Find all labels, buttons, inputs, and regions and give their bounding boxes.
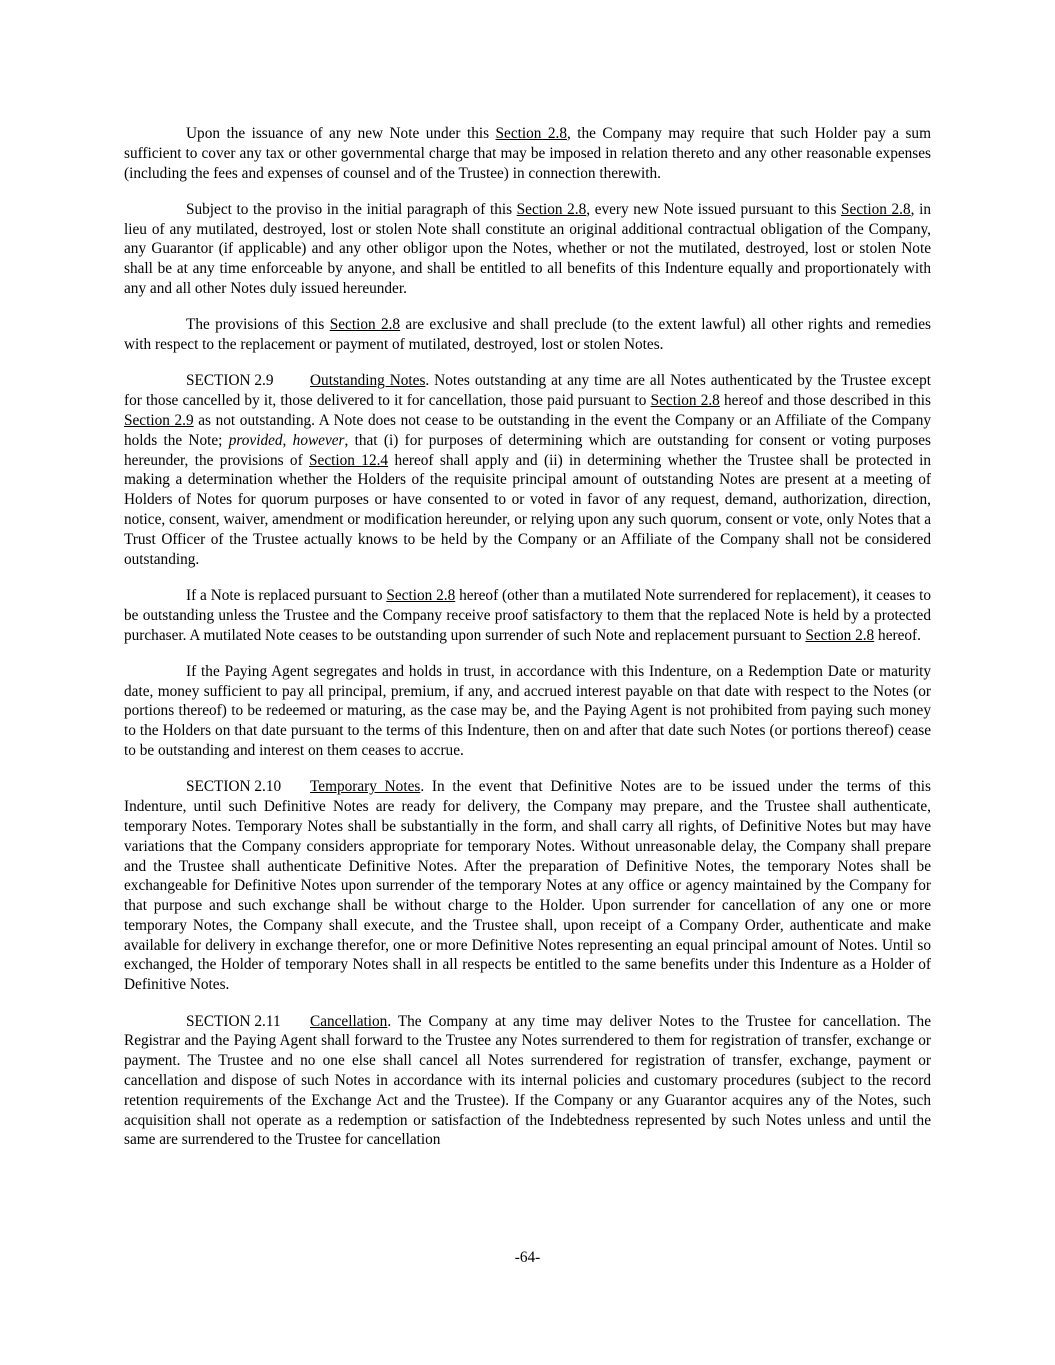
section-reference: Section 2.8 (650, 392, 720, 410)
section-2-10-temporary-notes: SECTION 2.10 Temporary Notes. In the event that Definitive Notes are to be issued under the terms of this Indenture, until such Definitive Notes are ready for delivery, the Company may prepare, and the Trustee shall authenticate, temporary Notes. Temporary Notes shall be substantially in the form, and shall carry all rights, of Definitive Notes but may have variations that the Company considers appropriate for temporary Notes. Without unreasonable delay, the Company shall prepare and the Trustee shall authenticate Definitive Notes. After the preparation of Definitive Notes, the temporary Notes shall be exchangeable for Definitive Notes upon surrender of the temporary Notes at any office or agency maintained by the Company for that purpose and such exchange shall be without charge to the Holder. Upon surrender for cancellation of any one or more temporary Notes, the Company shall execute, and the Trustee shall, upon receipt of a Company Order, authenticate and make available for delivery in exchange therefor, one or more Definitive Notes representing an equal principal amount of Notes. Until so exchanged, the Holder of temporary Notes shall in all respects be entitled to the same benefits under this Indenture as a Holder of Definitive Notes. (124, 778, 931, 994)
section-reference: Section 2.8 (329, 316, 401, 334)
section-reference: Section 2.8 (516, 200, 587, 218)
paragraph-new-note-tax: Upon the issuance of any new Note under this Section 2.8, the Company may require that such Holder pay a sum sufficient to cover any tax or other governmental charge that may be imposed in relation thereto and any other reasonable expenses (including the fees and expenses of counsel and of the Trustee) in connection therewith. (124, 125, 931, 182)
section-reference: Section 2.8 (386, 586, 456, 604)
section-reference: Section 2.9 (124, 412, 194, 430)
section-heading: Temporary Notes (310, 778, 421, 796)
paragraph-replaced-note: If a Note is replaced pursuant to Section 2.8 hereof (other than a mutilated Note surrendered for replacement), it ceases to be outstanding unless the Trustee and the Company receive proof satisfactory to them that the replaced Note is held by a protected purchaser. A mutilated Note ceases to be outstanding upon surrender of such Note and replacement pursuant to Section 2.8 hereof. (124, 586, 931, 644)
section-number: SECTION 2.9 (186, 372, 274, 390)
section-reference: Section 12.4 (309, 451, 389, 469)
paragraph-proviso: Subject to the proviso in the initial paragraph of this Section 2.8, every new Note issued pursuant to this Section 2.8, in lieu of any mutilated, destroyed, lost or stolen Note shall constitute an original additional contractual obligation of the Company, any Guarantor (if applicable) and any other obligor upon the Notes, whether or not the mutilated, destroyed, lost or stolen Note shall be at any time enforceable by anyone, and shall be entitled to all benefits of this Indenture equally and proportionately with any and all other Notes duly issued hereunder. (124, 200, 931, 298)
paragraph-exclusive-provisions: The provisions of this Section 2.8 are exclusive and shall preclude (to the extent lawful) all other rights and remedies with respect to the replacement or payment of mutilated, destroyed, lost or stolen Notes. (124, 316, 931, 354)
section-reference: Section 2.8 (495, 125, 567, 142)
section-2-9-outstanding-notes: SECTION 2.9 Outstanding Notes. Notes outstanding at any time are all Notes authenticated by the Trustee except for those cancelled by it, those delivered to it for cancellation, those paid pursuant to Section 2.8 hereof and those described in this Section 2.9 as not outstanding. A Note does not cease to be outstanding in the event the Company or an Affiliate of the Company holds the Note; provided, however, that (i) for purposes of determining which are outstanding for consent or voting purposes hereunder, the provisions of Section 12.4 hereof shall apply and (ii) in determining whether the Trustee shall be protected in making a determination whether the Holders of the requisite principal amount of outstanding Notes are present at a meeting of Holders of Notes for quorum purposes or have consented to or voted in favor of any request, demand, authorization, direction, notice, consent, waiver, amendment or modification hereunder, or relying upon any such quorum, consent or vote, only Notes that a Trust Officer of the Trustee actually knows to be held by the Company or an Affiliate of the Company shall not be considered outstanding. (124, 372, 931, 568)
section-number: SECTION 2.10 (186, 778, 282, 796)
page-number: -64- (514, 1249, 541, 1266)
section-heading: Cancellation (310, 1012, 388, 1030)
section-reference: Section 2.8 (805, 626, 875, 644)
section-heading: Outstanding Notes (310, 372, 426, 390)
section-reference: Section 2.8 (841, 200, 911, 218)
emphasis-however: however (292, 431, 345, 449)
section-number: SECTION 2.11 (186, 1012, 281, 1030)
emphasis-provided: provided (228, 431, 283, 449)
document-body (124, 124, 931, 1167)
section-2-11-cancellation: SECTION 2.11 Cancellation. The Company at any time may deliver Notes to the Trustee for cancellation. The Registrar and the Paying Agent shall forward to the Trustee any Notes surrendered to them for registration of transfer, exchange or payment. The Trustee and no one else shall cancel all Notes surrendered for registration of transfer, exchange, payment or cancellation and dispose of such Notes in accordance with its internal policies and customary procedures (subject to the record retention requirements of the Exchange Act and the Trustee). If the Company or any Guarantor acquires any of the Notes, such acquisition shall not operate as a redemption or satisfaction of the Indebtedness represented by such Notes unless and until the same are surrendered to the Trustee for cancellation (124, 1012, 931, 1149)
paragraph-paying-agent: If the Paying Agent segregates and holds in trust, in accordance with this Indenture, on a Redemption Date or maturity date, money sufficient to pay all principal, premium, if any, and accrued interest payable on that date with respect to the Notes (or portions thereof) to be redeemed or maturing, as the case may be, and the Paying Agent is not prohibited from paying such money to the Holders on that date pursuant to the terms of this Indenture, then on and after that date such Notes (or portions thereof) cease to be outstanding and interest on them ceases to accrue. (124, 662, 931, 760)
